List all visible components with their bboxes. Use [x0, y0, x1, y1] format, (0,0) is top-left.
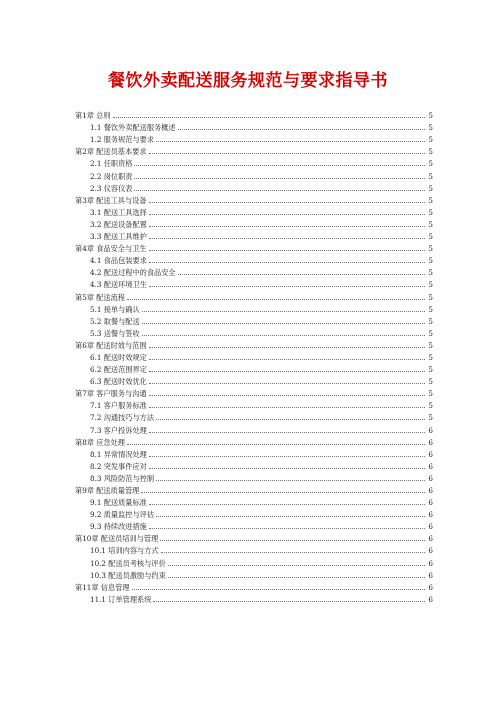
toc-entry-label: 5.1 接单与确认	[90, 304, 140, 314]
toc-entry-label: 8.3 风险防范与控制	[90, 473, 155, 483]
toc-entry-label: 第10章 配送员培训与管理	[75, 534, 159, 544]
toc-page-number: 5	[428, 195, 433, 205]
toc-section-entry[interactable]	[75, 229, 433, 241]
toc-dot-leader	[156, 141, 425, 142]
toc-dot-leader	[149, 226, 425, 227]
toc-page-number: 5	[428, 280, 433, 290]
toc-page-number: 5	[428, 401, 433, 411]
toc-page-number: 6	[428, 510, 433, 520]
toc-chapter-entry[interactable]	[75, 580, 433, 592]
toc-dot-leader	[149, 371, 425, 372]
toc-entry-label: 第2章 配送员基本要求	[75, 147, 147, 157]
toc-page-number: 5	[428, 316, 433, 326]
toc-entry-label: 第9章 配送质量管理	[75, 486, 140, 495]
toc-entry-label: 8.1 异常情况处理	[90, 449, 147, 459]
toc-page-number: 6	[428, 425, 433, 435]
toc-dot-leader	[178, 129, 425, 130]
toc-section-entry[interactable]	[75, 543, 433, 555]
toc-dot-leader	[127, 444, 425, 445]
toc-dot-leader	[168, 577, 425, 578]
toc-page-number: 6	[428, 461, 433, 471]
toc-page-number: 6	[428, 558, 433, 568]
toc-dot-leader	[149, 407, 425, 408]
toc-dot-leader	[149, 214, 425, 215]
toc-page-number: 5	[428, 389, 433, 399]
toc-section-entry[interactable]	[75, 362, 433, 374]
toc-section-entry[interactable]	[75, 168, 433, 180]
toc-section-entry[interactable]	[75, 447, 433, 459]
toc-section-entry[interactable]	[75, 326, 433, 338]
table-of-contents	[75, 108, 433, 604]
toc-page-number: 5	[428, 352, 433, 362]
toc-dot-leader	[127, 299, 425, 300]
toc-entry-label: 10.2 配送员考核与评价	[90, 558, 166, 568]
toc-section-entry[interactable]	[75, 592, 433, 604]
toc-dot-leader	[132, 589, 425, 590]
toc-section-entry[interactable]	[75, 410, 433, 422]
toc-page-number: 5	[428, 413, 433, 423]
toc-page-number: 5	[428, 292, 433, 302]
toc-page-number: 6	[428, 534, 433, 544]
toc-dot-leader	[149, 504, 425, 505]
toc-dot-leader	[149, 238, 425, 239]
toc-section-entry[interactable]	[75, 314, 433, 326]
toc-page-number: 6	[428, 486, 433, 495]
toc-entry-label: 第8章 应急处理	[75, 437, 125, 447]
toc-page-number: 5	[428, 328, 433, 338]
toc-entry-label: 7.2 沟通技巧与方法	[90, 413, 155, 423]
toc-entry-label: 4.3 配送环境卫生	[90, 280, 147, 290]
toc-section-entry[interactable]	[75, 495, 433, 507]
toc-dot-leader	[156, 419, 425, 420]
toc-page-number: 5	[428, 111, 433, 121]
toc-page-number: 5	[428, 171, 433, 181]
toc-chapter-entry[interactable]	[75, 531, 433, 543]
toc-dot-leader	[156, 480, 425, 481]
toc-dot-leader	[141, 492, 425, 493]
toc-entry-label: 7.1 客户服务标准	[90, 401, 147, 411]
toc-page-number: 5	[428, 268, 433, 278]
toc-entry-label: 2.1 任职资格	[90, 159, 133, 169]
toc-page-number: 5	[428, 377, 433, 387]
toc-section-entry[interactable]	[75, 568, 433, 580]
toc-dot-leader	[149, 468, 425, 469]
toc-chapter-entry[interactable]	[75, 144, 433, 156]
toc-entry-label: 8.2 突发事件应对	[90, 461, 147, 471]
toc-section-entry[interactable]	[75, 350, 433, 362]
toc-section-entry[interactable]	[75, 398, 433, 410]
toc-dot-leader	[142, 311, 425, 312]
toc-dot-leader	[149, 202, 425, 203]
toc-entry-label: 6.1 配送时效规定	[90, 352, 147, 362]
document-title: 餐饮外卖配送服务规范与要求指导书	[108, 71, 388, 91]
toc-page-number: 5	[428, 232, 433, 242]
toc-page-number: 5	[428, 244, 433, 254]
toc-dot-leader	[149, 432, 425, 433]
toc-dot-leader	[113, 117, 425, 118]
toc-dot-leader	[160, 540, 425, 541]
toc-dot-leader	[168, 565, 425, 566]
toc-entry-label: 3.1 配送工具选择	[90, 207, 147, 217]
toc-entry-label: 9.3 持续改进措施	[90, 522, 147, 532]
toc-entry-label: 5.3 送餐与签收	[90, 328, 140, 338]
toc-entry-label: 第11章 信息管理	[75, 582, 130, 592]
toc-dot-leader	[153, 601, 425, 602]
toc-dot-leader	[149, 153, 425, 154]
toc-entry-label: 1.1 餐饮外卖配送服务概述	[90, 123, 176, 133]
toc-page-number: 5	[428, 340, 433, 350]
toc-entry-label: 10.1 培训内容与方式	[90, 546, 159, 556]
toc-page-number: 6	[428, 437, 433, 447]
toc-section-entry[interactable]	[75, 555, 433, 567]
toc-section-entry[interactable]	[75, 205, 433, 217]
toc-section-entry[interactable]	[75, 519, 433, 531]
toc-dot-leader	[149, 347, 425, 348]
toc-section-entry[interactable]	[75, 132, 433, 144]
toc-entry-label: 3.3 配送工具维护	[90, 232, 147, 242]
toc-section-entry[interactable]	[75, 253, 433, 265]
toc-chapter-entry[interactable]	[75, 193, 433, 205]
toc-entry-label: 1.2 服务规范与要求	[90, 135, 155, 145]
toc-entry-label: 6.3 配送时效优化	[90, 377, 147, 387]
toc-entry-label: 10.3 配送员激励与约束	[90, 570, 166, 580]
toc-section-entry[interactable]	[75, 471, 433, 483]
toc-page-number: 6	[428, 498, 433, 508]
toc-entry-label: 2.3 仪容仪表	[90, 183, 133, 193]
toc-dot-leader	[142, 323, 425, 324]
toc-section-entry[interactable]	[75, 265, 433, 277]
toc-dot-leader	[178, 274, 425, 275]
toc-page-number: 6	[428, 449, 433, 459]
toc-page-number: 5	[428, 123, 433, 133]
toc-dot-leader	[134, 190, 425, 191]
toc-chapter-entry[interactable]	[75, 241, 433, 253]
toc-entry-label: 第5章 配送流程	[75, 292, 125, 302]
toc-dot-leader	[149, 250, 425, 251]
toc-entry-label: 第6章 配送时效与范围	[75, 340, 147, 350]
toc-entry-label: 第1章 总则	[75, 111, 111, 121]
toc-dot-leader	[134, 178, 425, 179]
toc-section-entry[interactable]	[75, 277, 433, 289]
toc-section-entry[interactable]	[75, 507, 433, 519]
toc-dot-leader	[149, 359, 425, 360]
toc-page-number: 6	[428, 473, 433, 483]
toc-chapter-entry[interactable]	[75, 338, 433, 350]
toc-page-number: 5	[428, 159, 433, 169]
toc-entry-label: 9.1 配送质量标准	[90, 498, 147, 508]
toc-entry-label: 3.2 配送设备配置	[90, 219, 147, 229]
toc-section-entry[interactable]	[75, 217, 433, 229]
toc-chapter-entry[interactable]	[75, 435, 433, 447]
toc-section-entry[interactable]	[75, 459, 433, 471]
toc-page-number: 5	[428, 147, 433, 157]
toc-page-number: 5	[428, 256, 433, 266]
toc-page-number: 6	[428, 582, 433, 592]
toc-entry-label: 9.2 质量监控与评估	[90, 510, 155, 520]
toc-page-number: 6	[428, 570, 433, 580]
toc-page-number: 5	[428, 219, 433, 229]
toc-page-number: 5	[428, 135, 433, 145]
toc-section-entry[interactable]	[75, 156, 433, 168]
toc-page-number: 6	[428, 546, 433, 556]
toc-section-entry[interactable]	[75, 181, 433, 193]
toc-entry-label: 4.1 食品包装要求	[90, 256, 147, 266]
toc-entry-label: 4.2 配送过程中的食品安全	[90, 268, 176, 278]
toc-dot-leader	[156, 516, 425, 517]
toc-dot-leader	[134, 165, 425, 166]
toc-dot-leader	[149, 528, 425, 529]
toc-dot-leader	[149, 383, 425, 384]
toc-entry-label: 第3章 配送工具与设备	[75, 195, 147, 205]
toc-chapter-entry[interactable]	[75, 386, 433, 398]
toc-entry-label: 7.3 客户投诉处理	[90, 425, 147, 435]
toc-dot-leader	[149, 395, 425, 396]
toc-dot-leader	[149, 286, 425, 287]
toc-page-number: 6	[428, 594, 433, 604]
toc-entry-label: 5.2 取餐与配送	[90, 316, 140, 326]
toc-entry-label: 6.2 配送范围界定	[90, 365, 147, 375]
toc-chapter-entry[interactable]	[75, 289, 433, 301]
toc-dot-leader	[161, 552, 425, 553]
toc-page-number: 5	[428, 304, 433, 314]
toc-section-entry[interactable]	[75, 302, 433, 314]
toc-dot-leader	[149, 456, 425, 457]
toc-entry-label: 第4章 食品安全与卫生	[75, 244, 147, 254]
toc-section-entry[interactable]	[75, 422, 433, 434]
toc-section-entry[interactable]	[75, 120, 433, 132]
toc-chapter-entry[interactable]	[75, 483, 433, 495]
toc-section-entry[interactable]	[75, 374, 433, 386]
toc-page-number: 5	[428, 183, 433, 193]
toc-page-number: 5	[428, 207, 433, 217]
toc-dot-leader	[149, 262, 425, 263]
toc-entry-label: 第7章 客户服务与沟通	[75, 389, 147, 399]
toc-chapter-entry[interactable]	[75, 108, 433, 120]
toc-entry-label: 11.1 订单管理系统	[90, 594, 152, 604]
toc-dot-leader	[142, 335, 425, 336]
toc-page-number: 5	[428, 365, 433, 375]
toc-entry-label: 2.2 岗位职责	[90, 171, 133, 181]
toc-page-number: 6	[428, 522, 433, 532]
